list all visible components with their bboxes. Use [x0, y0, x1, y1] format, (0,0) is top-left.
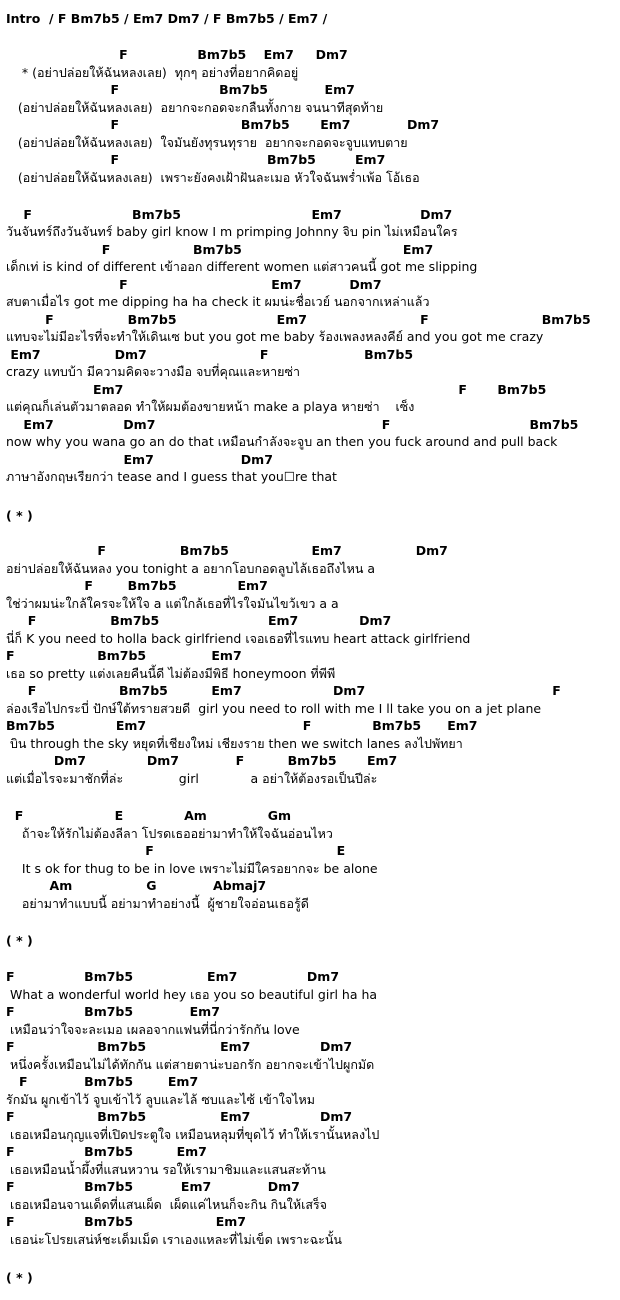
lyric-line: What a wonderful world hey เธอ you so beautiful girl ha ha [6, 987, 378, 1002]
chord-line: F Bm7b5 Em7 Dm7 [6, 47, 348, 62]
chord-line: F Bm7b5 Em7 Dm7 [6, 969, 340, 984]
lyric-line: สบตาเมื่อไร got me dipping ha ha check it ผมน่ะชื่อเวย์ นอกจากเหล่าแล้ว [6, 294, 430, 309]
chord-line: Am G Abmaj7 [6, 878, 267, 893]
chord-line: F Bm7b5 Em7 [6, 1144, 207, 1159]
lyric-line: ภาษาอังกฤษเรียกว่า tease and I guess that you☐re that [6, 469, 337, 484]
chord-line: F Bm7b5 Em7 [6, 1214, 247, 1229]
chord-line: F Bm7b5 Em7 Dm7 F [6, 683, 561, 698]
chord-line: Em7 Dm7 F Bm7b5 [6, 347, 414, 362]
chord-line: F Bm7b5 Em7 Dm7 [6, 1179, 300, 1194]
lyric-line: It s ok for thug to be in love เพราะไม่มีใครอยากจะ be alone [6, 861, 378, 876]
lyric-line: now why you wana go an do that เหมือนกำลังจะจูบ an then you fuck around and pull back [6, 434, 558, 449]
chord-line: Em7 Dm7 [6, 452, 273, 467]
lyric-line: บิน through the sky หยุดที่เชียงใหม่ เชียงราย then we switch lanes ลงไปพัทยา [6, 736, 463, 751]
lyric-line: อย่ามาทำแบบนี้ อย่ามาทำอย่างนี้ ผู้ชายใจอ่อนเธอรู้ดี [6, 896, 309, 911]
lyric-line: * (อย่าปล่อยให้ฉันหลงเลย) ทุกๆ อย่างที่อยากคิดอยู่ [6, 65, 299, 80]
lyric-line: แต่เมื่อไรจะมาชักที่ล่ะ girl a อย่าให้ต้องรอเป็นปีล่ะ [6, 771, 378, 786]
lyric-line: เธอเหมือนกุญแจที่เปิดประตูใจ เหมือนหลุมที่ขุดไว้ ทำให้เรานั้นหลงไป [6, 1127, 380, 1142]
lyric-line: ใช่ว่าผมน่ะใกล้ใครจะให้ใจ a แต่ใกล้เธอที่ไรใจมันไขว้เขว a a [6, 596, 339, 611]
lyric-line: เธอ so pretty แต่งเลยคืนนี้ดี ไม่ต้องมีพิธี honeymoon ที่พีพี [6, 666, 336, 681]
chord-line: F Bm7b5 Em7 Dm7 [6, 117, 440, 132]
lyric-line: เธอเหมือนจานเด็ดที่แสนเผ็ด เผ็ดแค่ไหนก็จะกิน กินให้เสร็จ [6, 1197, 328, 1212]
lyric-line: crazy แทบบ้า มีความคิดจะวางมือ จบที่คุณและหายซ่า [6, 364, 300, 379]
chord-line: F Bm7b5 Em7 Dm7 [6, 207, 453, 222]
chord-line: Em7 F Bm7b5 [6, 382, 547, 397]
lyric-line: วันจันทร์ถึงวันจันทร์ baby girl know I m primping Johnny จิบ pin ไม่เหมือนใคร [6, 224, 458, 239]
chord-line: F Bm7b5 Em7 [6, 578, 268, 593]
chord-line: F Bm7b5 Em7 [6, 152, 386, 167]
lyric-line: รักมัน ผูกเข้าไว้ จูบเข้าไว้ ลูบและไล้ ซบและไซ้ เข้าใจไหม [6, 1092, 315, 1107]
chord-line: F Bm7b5 Em7 [6, 648, 242, 663]
chorus-marker: ( * ) [6, 933, 33, 948]
chord-line: F Bm7b5 Em7 Dm7 [6, 1039, 353, 1054]
lyric-line: นี่ก็ K you need to holla back girlfriend เจอเธอที่ไรแทบ heart attack girlfriend [6, 631, 471, 646]
chord-line: F Bm7b5 Em7 Dm7 [6, 1109, 353, 1124]
lyric-line: เธอน่ะโปรยเสน่ห์ชะเด็มเม็ด เราเองแหละที่ไม่เข็ด เพราะฉะนั้น [6, 1232, 342, 1247]
lyric-line: เหมือนว่าใจจะละเมอ เผลอจากแฟนที่นี่กว่ารักกัน love [6, 1022, 300, 1037]
lyric-line: หนึ่งครั้งเหมือนไม่ได้ทักกัน แต่สายตาน่ะบอกรัก อยากจะเข้าไปผูกมัด [6, 1057, 375, 1072]
chord-line: F Bm7b5 Em7 [6, 242, 434, 257]
lyric-line: แต่คุณก็เล่นตัวมาตลอด ทำให้ผมต้องขายหน้า make a playa หายซ่า เซ็ง [6, 399, 415, 414]
chord-line: F E Am Gm [6, 808, 292, 823]
lyric-line: ล่องเรือไปกระบี่ ปักษ์ใต้ทรายสวยดี girl you need to roll with me I ll take you on a jet plane [6, 701, 542, 716]
chord-line: F Bm7b5 Em7 [6, 82, 355, 97]
chord-line: F Em7 Dm7 [6, 277, 382, 292]
lyric-line: ถ้าจะให้รักไม่ต้องลีลา โปรดเธออย่ามาทำให้ใจฉันอ่อนไหว [6, 826, 333, 841]
chord-line: F Bm7b5 Em7 Dm7 [6, 543, 448, 558]
lyric-line: (อย่าปล่อยให้ฉันหลงเลย) ใจมันยังทุรนทุราย อยากจะกอดจะจูบแทบตาย [6, 135, 408, 150]
lyric-line: (อย่าปล่อยให้ฉันหลงเลย) เพราะยังคงเฝ้าฝันละเมอ หัวใจฉันพร่ำเพ้อ โอ้เธอ [6, 170, 420, 185]
chord-line: F Bm7b5 Em7 [6, 1004, 220, 1019]
lyric-line: เธอเหมือนน้ำผึ้งที่แสนหวาน รอให้เรามาชิมและแสนสะท้าน [6, 1162, 326, 1177]
chord-line: F Bm7b5 Em7 Dm7 [6, 613, 392, 628]
lyric-line: อย่าปล่อยให้ฉันหลง you tonight a อยากโอบกอดลูบไล้เธอถึงไหน a [6, 561, 376, 576]
lyric-line: (อย่าปล่อยให้ฉันหลงเลย) อยากจะกอดจะกลืนทั้งกาย จนนาทีสุดท้าย [6, 100, 384, 115]
chord-line: Em7 Dm7 F Bm7b5 [6, 417, 579, 432]
chord-line: Bm7b5 Em7 F Bm7b5 Em7 [6, 718, 478, 733]
lyric-line: เด็กเท่ is kind of different เข้าออก different women แต่สาวคนนี้ got me slipping [6, 259, 478, 274]
chord-line: F Bm7b5 Em7 [6, 1074, 199, 1089]
lyric-line: แทบจะไม่มีอะไรที่จะทำให้เดินเซ but you got me baby ร้องเพลงหลงคีย์ and you got me crazy [6, 329, 544, 344]
chord-line: F Bm7b5 Em7 F Bm7b5 [6, 312, 591, 327]
chorus-marker: ( * ) [6, 508, 33, 523]
chord-line: Intro / F Bm7b5 / Em7 Dm7 / F Bm7b5 / Em7 / [6, 11, 328, 26]
chord-line: F E [6, 843, 346, 858]
chord-line: Dm7 Dm7 F Bm7b5 Em7 [6, 753, 398, 768]
chorus-marker: ( * ) [6, 1270, 33, 1285]
